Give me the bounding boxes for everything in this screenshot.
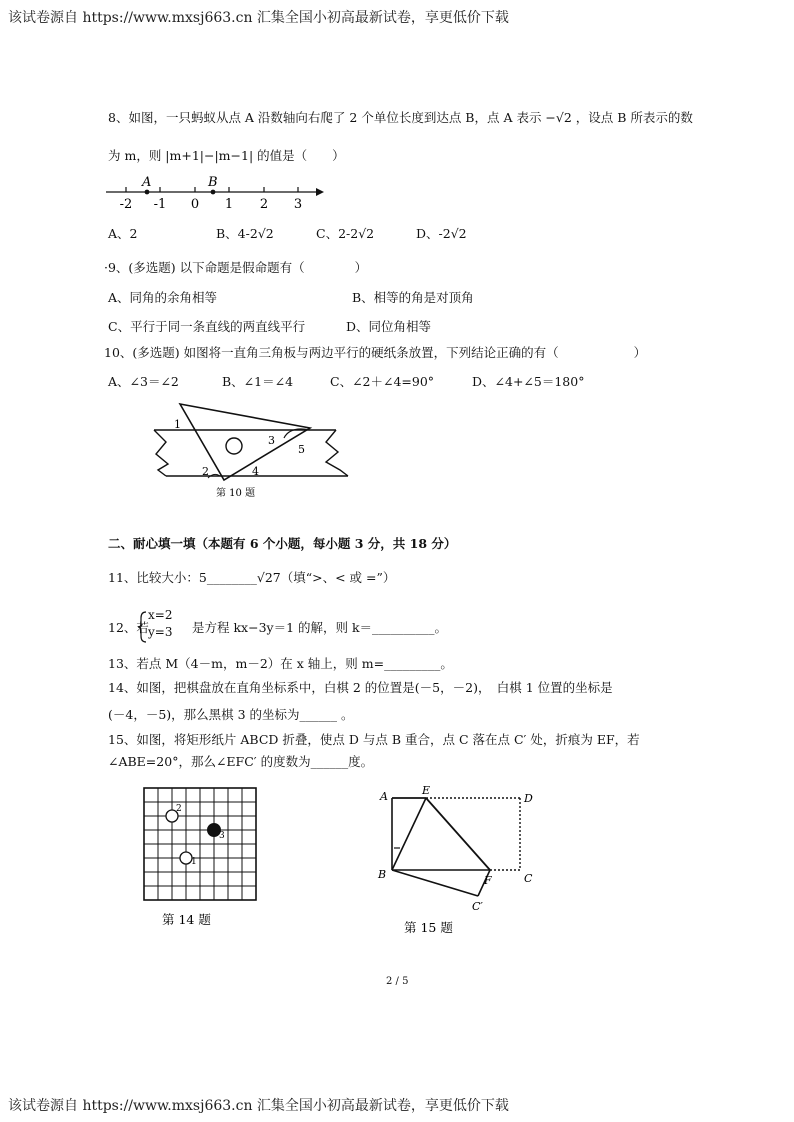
vertex-c-prime-label: C′ bbox=[472, 900, 483, 913]
q9-option-d: D、同位角相等 bbox=[346, 319, 432, 334]
piece-2-label: 2 bbox=[176, 804, 182, 814]
q8-line1: 8、如图，一只蚂蚁从点 A 沿数轴向右爬了 2 个单位长度到达点 B，点 A 表示 −√2 ，设点 B 所表示的数 bbox=[108, 110, 693, 125]
tick-label: 0 bbox=[190, 197, 200, 212]
vertex-b-label: B bbox=[378, 868, 387, 881]
q15-fold-figure bbox=[372, 784, 542, 940]
vertex-d-label: D bbox=[524, 792, 533, 805]
tick-label: 2 bbox=[259, 197, 269, 212]
q9-option-c: C、平行于同一条直线的两直线平行 bbox=[108, 319, 306, 334]
q15-line1: 15、如图，将矩形纸片 ABCD 折叠，使点 D 与点 B 重合，点 C 落在点 C′ 处，折痕为 EF，若 bbox=[108, 732, 640, 747]
q8-option-b: B、4-2√2 bbox=[216, 226, 274, 241]
vertex-c-label: C bbox=[524, 872, 533, 885]
point-a-dot bbox=[145, 190, 150, 195]
q10-option-c: C、∠2＋∠4=90° bbox=[330, 374, 435, 389]
angle-4-label: 4 bbox=[252, 465, 259, 478]
page-header: 该试卷源自 https://www.mxsj663.cn 汇集全国小初高最新试卷，享更低价下载 bbox=[8, 10, 509, 26]
q13-text: 13、若点 M（4－m，m－2）在 x 轴上，则 m=_________。 bbox=[108, 656, 453, 671]
vertex-f-label: F bbox=[484, 874, 492, 887]
page-number: 2 / 5 bbox=[386, 976, 409, 987]
q8-option-a: A、2 bbox=[108, 226, 138, 241]
q12-equation-x: x=2 bbox=[148, 608, 173, 622]
tick-label: -1 bbox=[153, 197, 167, 212]
piece-1-label: 1 bbox=[191, 857, 197, 867]
angle-3-label: 3 bbox=[268, 434, 275, 447]
q14-caption: 第 14 题 bbox=[162, 912, 211, 927]
q9-option-a: A、同角的余角相等 bbox=[108, 290, 218, 305]
point-b-label: B bbox=[208, 175, 218, 190]
vertex-e-label: E bbox=[422, 784, 431, 797]
number-line-figure bbox=[104, 172, 324, 212]
section2-title: 二、耐心填一填（本题有 6 个小题，每小题 3 分，共 18 分） bbox=[108, 536, 457, 551]
tick-label: 3 bbox=[293, 197, 303, 212]
q9-option-b: B、相等的角是对顶角 bbox=[352, 290, 474, 305]
tick-label: 1 bbox=[224, 197, 234, 212]
point-b-dot bbox=[211, 190, 216, 195]
page-footer: 该试卷源自 https://www.mxsj663.cn 汇集全国小初高最新试卷，享更低价下载 bbox=[8, 1098, 509, 1114]
q15-caption: 第 15 题 bbox=[404, 920, 453, 935]
q11-text: 11、比较大小：5________√27（填“>、< 或 =”） bbox=[108, 570, 396, 585]
q15-line2: ∠ABE=20°，那么∠EFC′ 的度数为______度。 bbox=[108, 754, 374, 769]
q12-suffix: 是方程 kx−3y＝1 的解，则 k＝__________。 bbox=[192, 620, 448, 635]
q10-stem: 10、(多选题) 如图将一直角三角板与两边平行的硬纸条放置，下列结论正确的有（ ） bbox=[104, 345, 647, 360]
angle-1-label: 1 bbox=[174, 418, 181, 431]
angle-2-label: 2 bbox=[202, 465, 209, 478]
q8-option-c: C、2-2√2 bbox=[316, 226, 375, 241]
q10-option-a: A、∠3＝∠2 bbox=[108, 374, 179, 389]
q9-stem: ·9、(多选题) 以下命题是假命题有（ ） bbox=[104, 260, 368, 275]
q10-caption: 第 10 题 bbox=[216, 488, 256, 499]
q14-chessboard-figure bbox=[138, 784, 268, 934]
q12-equation-y: y=3 bbox=[148, 625, 173, 639]
q8-line2: 为 m，则 |m+1|−|m−1| 的值是（ ） bbox=[108, 148, 345, 163]
tick-label: -2 bbox=[119, 197, 133, 212]
q10-figure bbox=[150, 398, 350, 502]
q8-option-d: D、-2√2 bbox=[416, 226, 467, 241]
q10-option-b: B、∠1＝∠4 bbox=[222, 374, 294, 389]
vertex-a-label: A bbox=[380, 790, 388, 803]
q12-prefix: 12、若 bbox=[108, 620, 149, 635]
q14-line1: 14、如图，把棋盘放在直角坐标系中，白棋 2 的位置是(－5，－2)， 白棋 1 位置的坐标是 bbox=[108, 680, 613, 695]
system-brace bbox=[136, 610, 148, 644]
q14-line2: (－4，－5)，那么黑棋 3 的坐标为______ 。 bbox=[108, 707, 354, 722]
angle-5-label: 5 bbox=[298, 443, 305, 456]
piece-3-label: 3 bbox=[219, 831, 225, 841]
point-a-label: A bbox=[142, 175, 152, 190]
q10-option-d: D、∠4+∠5＝180° bbox=[472, 374, 585, 389]
